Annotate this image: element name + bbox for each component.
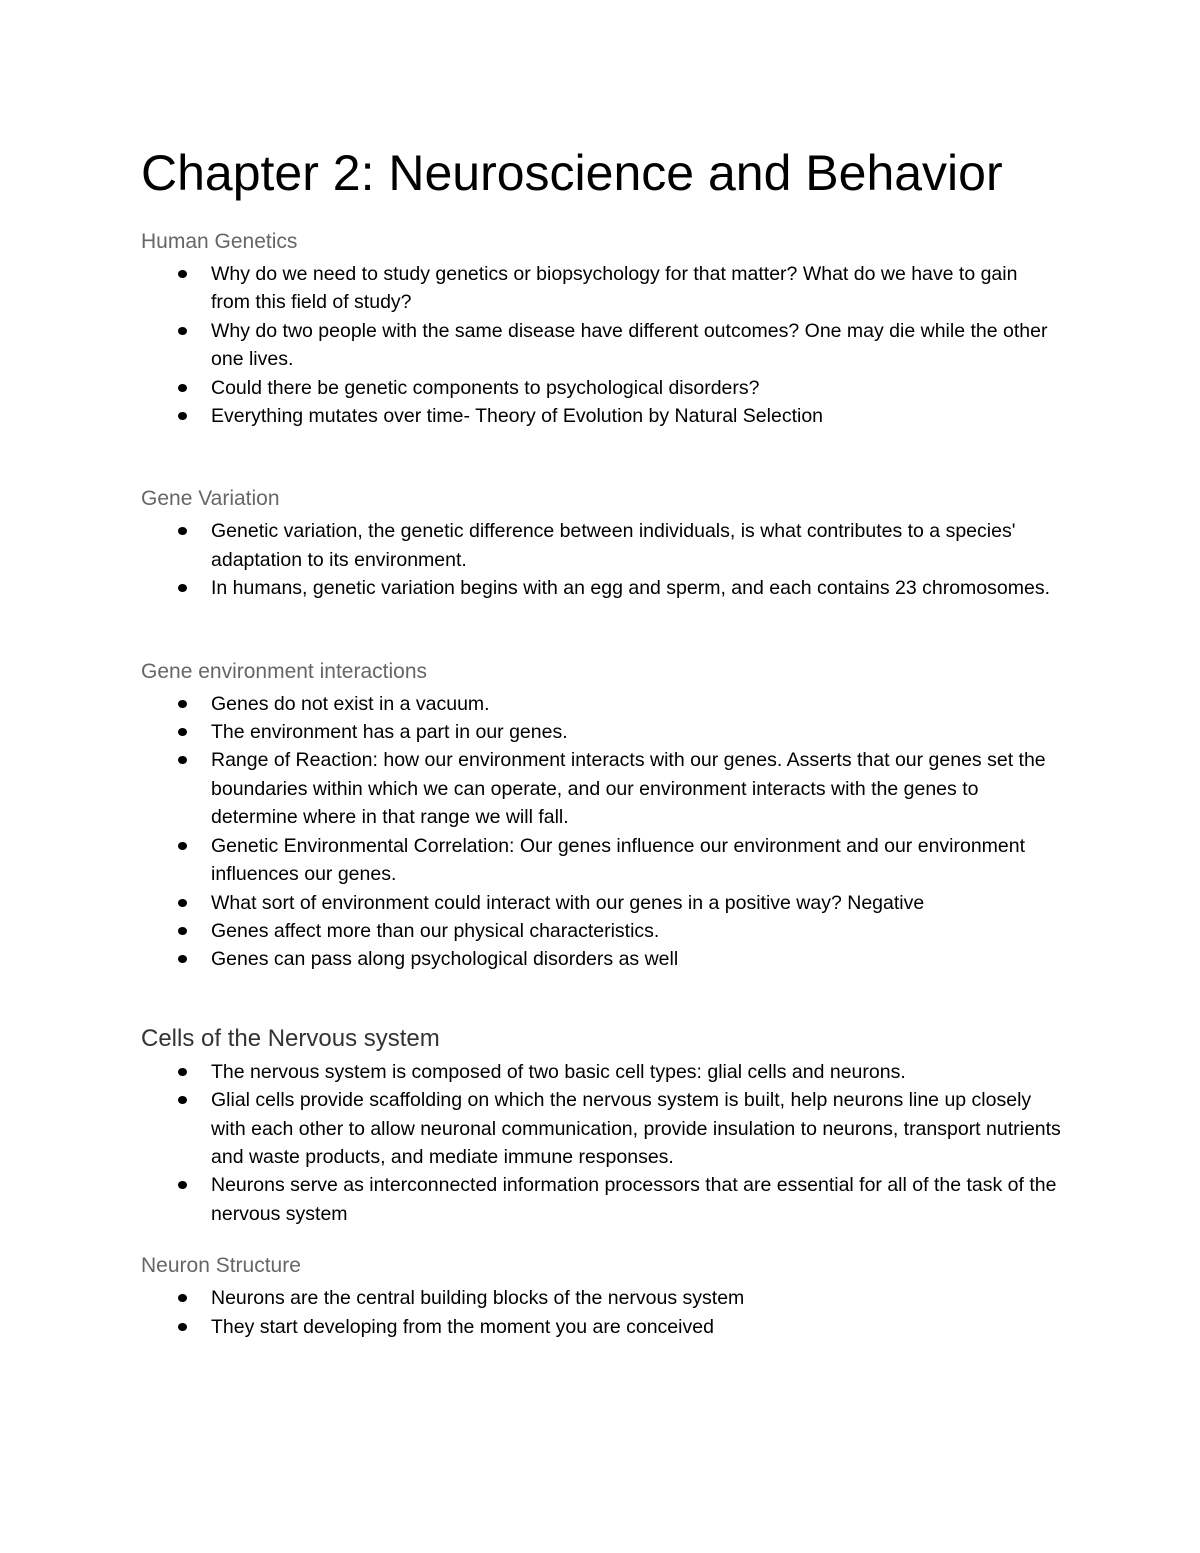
- section-heading-cells-nervous-system: Cells of the Nervous system: [141, 1024, 440, 1052]
- list-item: Why do we need to study genetics or biopsychology for that matter? What do we have to gain from this field of study?: [211, 260, 1061, 317]
- list-item: Neurons are the central building blocks of the nervous system: [211, 1284, 1061, 1312]
- list-item: The nervous system is composed of two basic cell types: glial cells and neurons.: [211, 1058, 1061, 1086]
- bullet-icon: [178, 1294, 187, 1302]
- list-item: The environment has a part in our genes.: [211, 718, 1061, 746]
- section-heading-gene-environment: Gene environment interactions: [141, 659, 427, 683]
- list-item: Neurons serve as interconnected information processors that are essential for all of the task of the nervous system: [211, 1171, 1061, 1228]
- spacer: [141, 974, 1061, 1024]
- list-item: Could there be genetic components to psychological disorders?: [211, 374, 1061, 402]
- cells-nervous-system-list: [141, 1058, 1061, 1228]
- list-item: Why do two people with the same disease have different outcomes? One may die while the other one lives.: [211, 317, 1061, 374]
- bullet-icon: [178, 927, 187, 935]
- bullet-icon: [178, 842, 187, 850]
- bullet-icon: [178, 527, 187, 535]
- list-item: Range of Reaction: how our environment interacts with our genes. Asserts that our genes set the boundaries within which we can operate, and our environment interacts with the genes to determine where in that range we will fall.: [211, 746, 1061, 831]
- bullet-icon: [178, 1096, 187, 1104]
- list-item: In humans, genetic variation begins with an egg and sperm, and each contains 23 chromosomes.: [211, 574, 1061, 602]
- bullet-icon: [178, 700, 187, 708]
- list-item: Glial cells provide scaffolding on which the nervous system is built, help neurons line up closely with each other to allow neuronal communication, provide insulation to neurons, transport nutrients and waste products, and mediate immune responses.: [211, 1086, 1061, 1171]
- bullet-icon: [178, 955, 187, 963]
- spacer: [141, 430, 1061, 485]
- bullet-icon: [178, 899, 187, 907]
- gene-environment-list: [141, 690, 1061, 974]
- bullet-icon: [178, 412, 187, 420]
- section-heading-neuron-structure: Neuron Structure: [141, 1254, 301, 1278]
- spacer: [141, 603, 1061, 658]
- neuron-structure-list: [141, 1284, 1061, 1341]
- list-item: Genetic Environmental Correlation: Our genes influence our environment and our environment influences our genes.: [211, 832, 1061, 889]
- spacer: [141, 1228, 1061, 1252]
- bullet-icon: [178, 384, 187, 392]
- document-page: [141, 140, 1061, 1341]
- bullet-icon: [178, 1323, 187, 1331]
- bullet-icon: [178, 327, 187, 335]
- gene-variation-list: [141, 517, 1061, 602]
- list-item: Everything mutates over time- Theory of Evolution by Natural Selection: [211, 402, 1061, 430]
- bullet-icon: [178, 1181, 187, 1189]
- bullet-icon: [178, 728, 187, 736]
- bullet-icon: [178, 1068, 187, 1076]
- list-item: They start developing from the moment you are conceived: [211, 1313, 1061, 1341]
- page-title: Chapter 2: Neuroscience and Behavior: [141, 145, 1003, 201]
- list-item: Genes do not exist in a vacuum.: [211, 690, 1061, 718]
- bullet-icon: [178, 270, 187, 278]
- bullet-icon: [178, 584, 187, 592]
- list-item: Genes can pass along psychological disorders as well: [211, 945, 1061, 973]
- list-item: What sort of environment could interact with our genes in a positive way? Negative: [211, 889, 1061, 917]
- bullet-icon: [178, 756, 187, 764]
- section-heading-human-genetics: Human Genetics: [141, 230, 298, 253]
- human-genetics-list: [141, 260, 1061, 430]
- section-heading-gene-variation: Gene Variation: [141, 487, 280, 511]
- list-item: Genetic variation, the genetic difference between individuals, is what contributes to a species' adaptation to its environment.: [211, 517, 1061, 574]
- list-item: Genes affect more than our physical characteristics.: [211, 917, 1061, 945]
